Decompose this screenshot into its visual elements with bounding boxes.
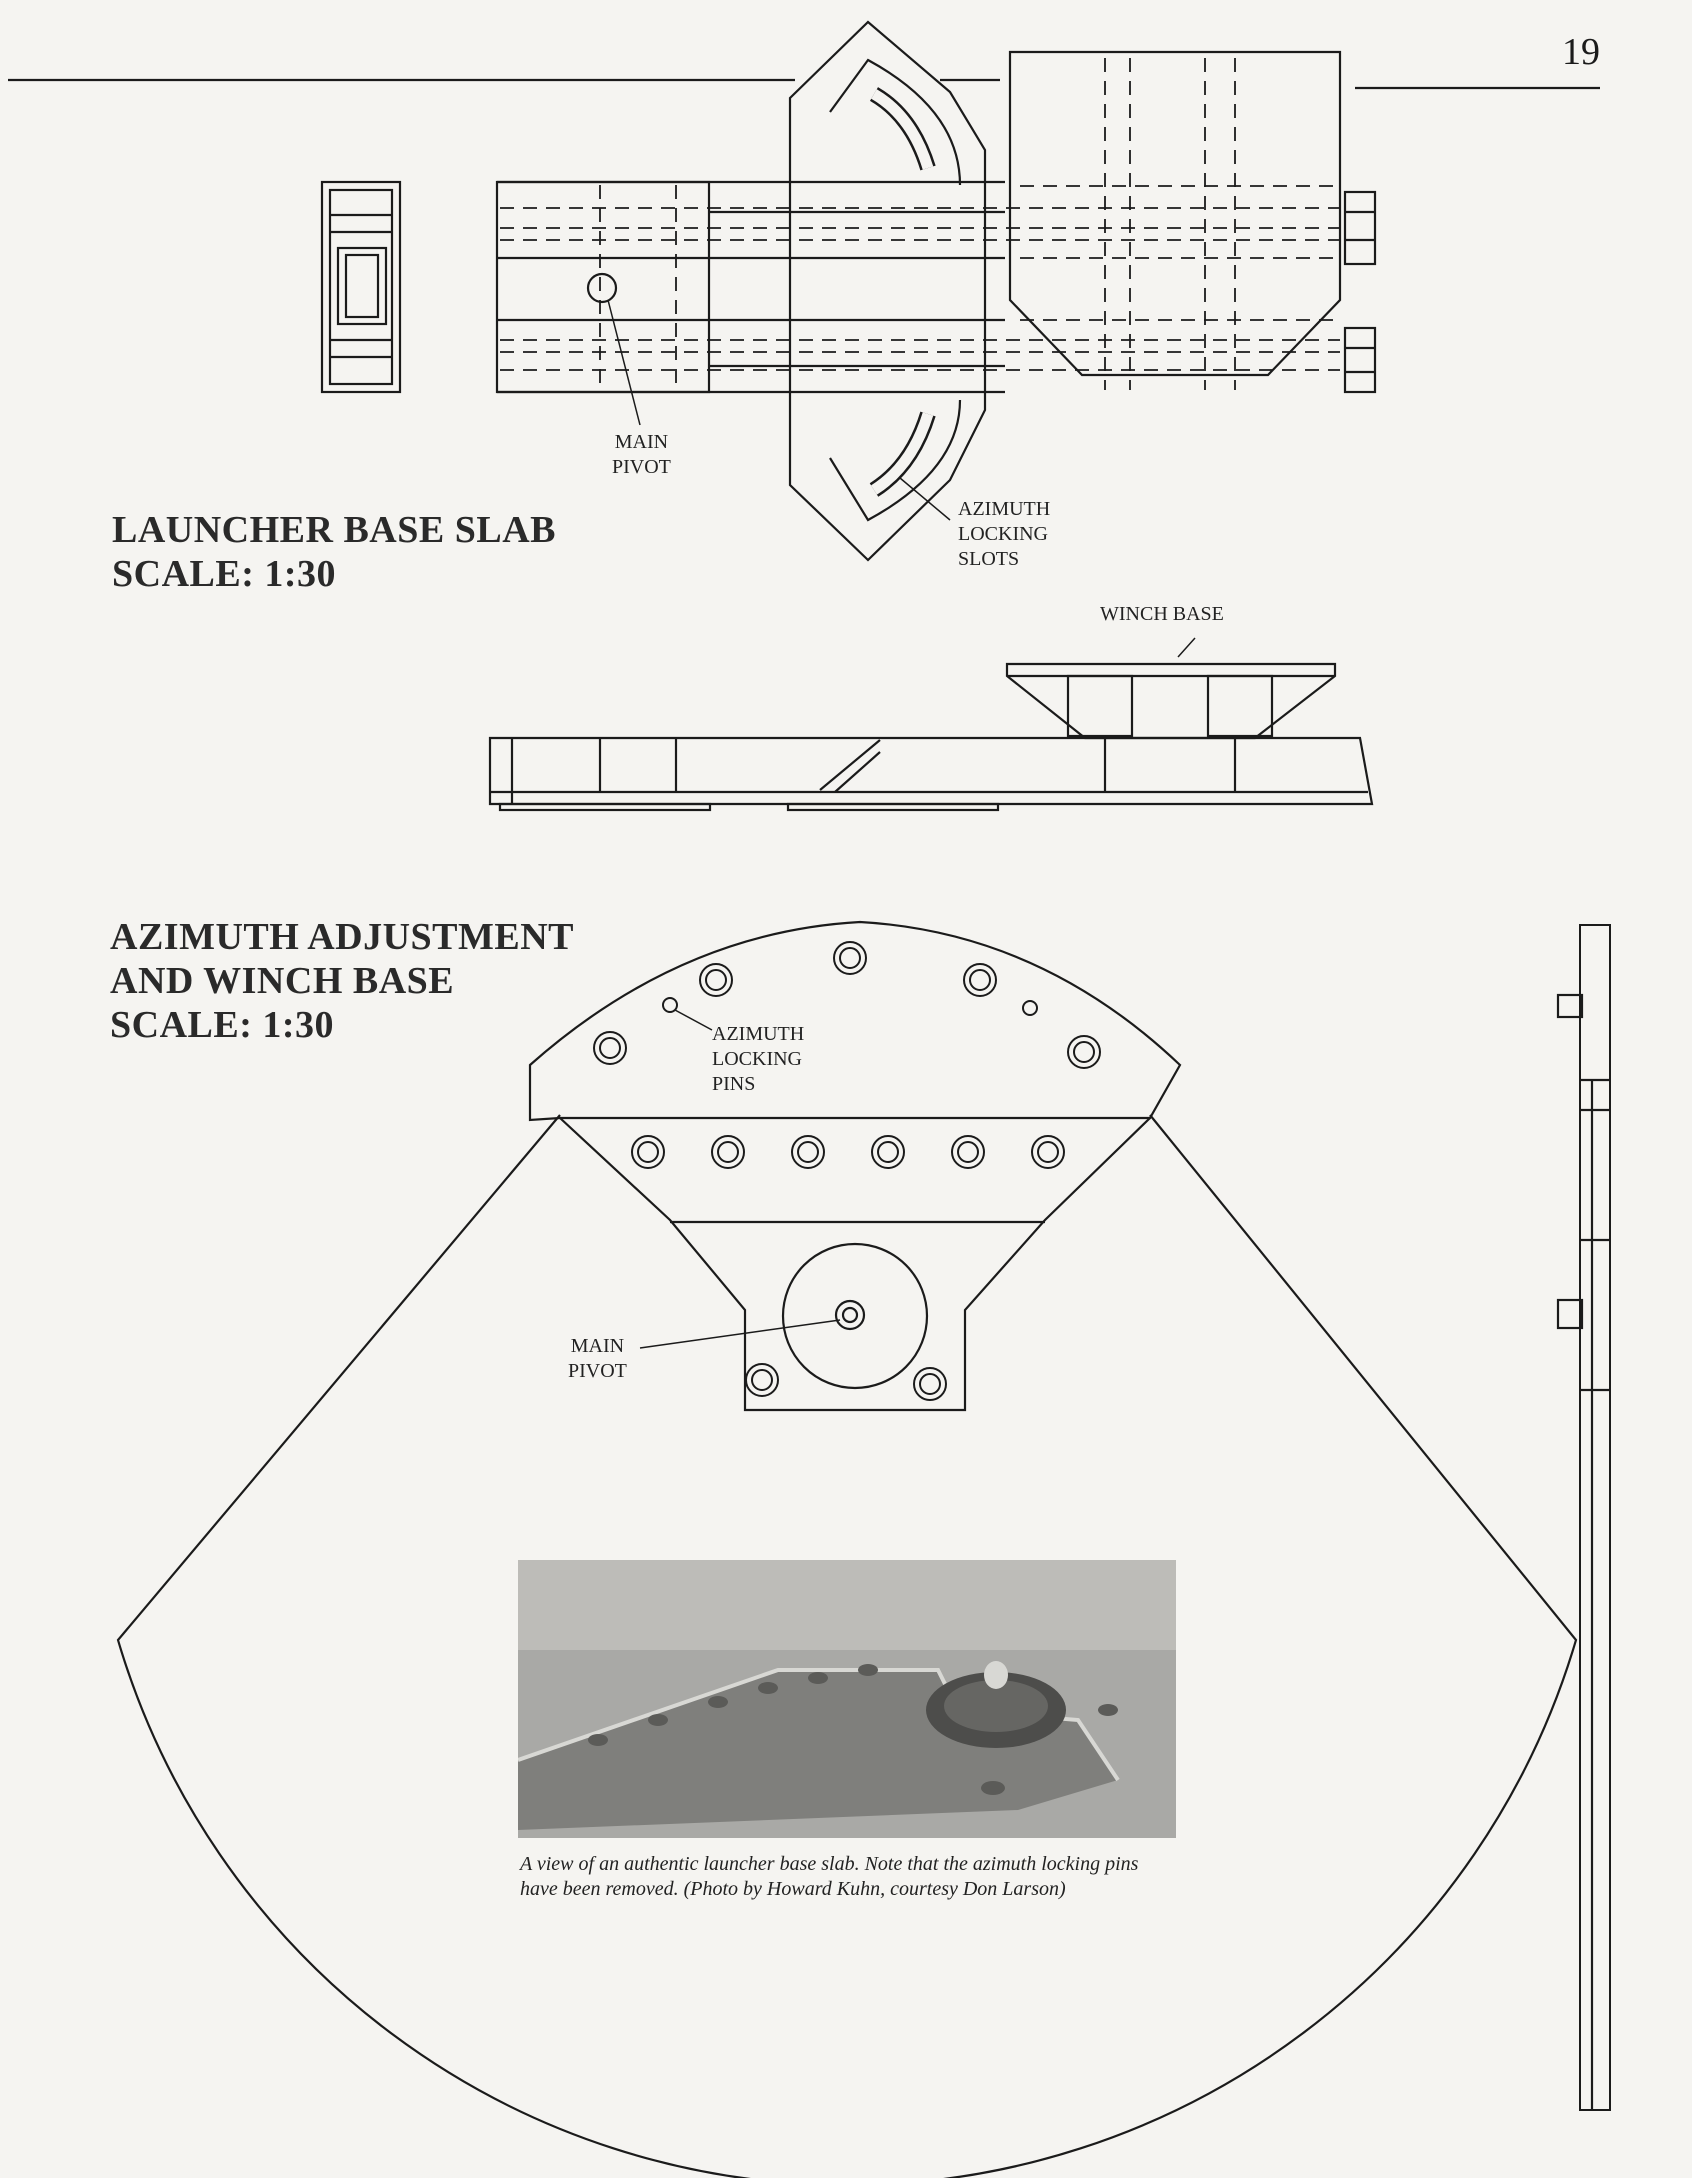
label-line: SLOTS <box>958 548 1020 570</box>
label-line: LOCKING <box>712 1048 802 1070</box>
launcher-base-slab-photo <box>518 1560 1176 1838</box>
label-line: PINS <box>712 1073 756 1095</box>
base-slab-end-view <box>322 182 400 392</box>
label-line: PIVOT <box>612 456 671 478</box>
side-elevation-view <box>1558 925 1610 2110</box>
heading-line: SCALE: 1:30 <box>110 1004 335 1046</box>
label-line: AZIMUTH <box>712 1023 805 1045</box>
label-line: AZIMUTH <box>958 498 1051 520</box>
main-pivot-label-2 <box>568 1334 627 1384</box>
azimuth-adjustment-heading <box>110 915 574 1047</box>
heading-line: LAUNCHER BASE SLAB <box>112 509 556 551</box>
label-line: LOCKING <box>958 523 1048 545</box>
label-line: MAIN <box>570 1335 625 1357</box>
heading-line: SCALE: 1:30 <box>112 553 337 595</box>
winch-base-label: WINCH BASE <box>1100 603 1224 625</box>
label-line: MAIN <box>614 431 669 453</box>
page-number: 19 <box>1562 31 1600 73</box>
azimuth-locking-pins-label <box>712 1022 804 1097</box>
base-slab-side-view <box>490 638 1372 810</box>
photo-caption: A view of an authentic launcher base slab. Note that the azimuth locking pins have been removed. (Photo by Howard Kuhn, courtesy Don Larson) <box>520 1853 1139 1900</box>
launcher-base-slab-heading <box>112 508 556 596</box>
heading-line: AND WINCH BASE <box>110 960 455 1002</box>
heading-line: AZIMUTH ADJUSTMENT <box>110 916 574 958</box>
photo-illustration <box>518 1560 1176 1838</box>
label-line: PIVOT <box>568 1360 627 1382</box>
azimuth-adjustment-plate <box>118 922 1576 2178</box>
main-pivot-label <box>612 430 671 480</box>
azimuth-locking-slots-label <box>958 497 1050 572</box>
